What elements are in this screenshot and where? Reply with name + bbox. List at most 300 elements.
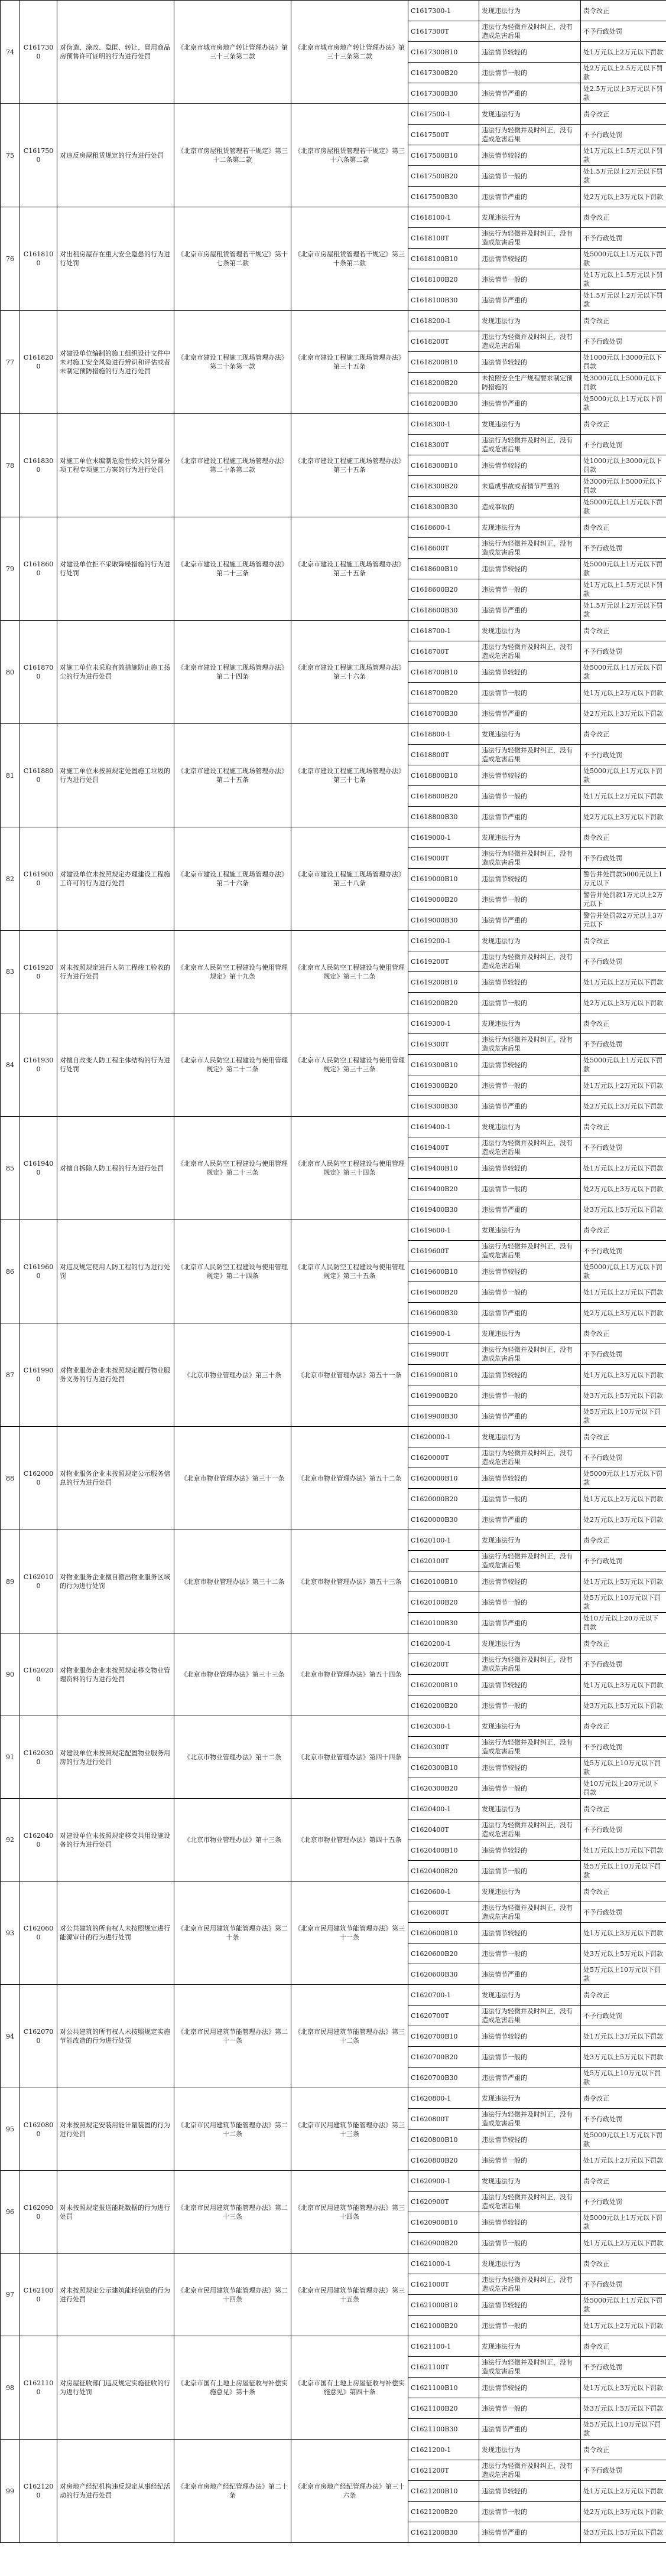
case-condition: 违法情节一般的 — [479, 2502, 581, 2522]
item-name: 对建设单位编制的施工组织设计文件中未对施工安全风险进行辨识和评估或者未制定预防措施的行为进行处罚 — [57, 311, 174, 414]
case-condition: 违法行为轻微并及时纠正，没有造成危害后果 — [479, 1034, 581, 1055]
legal-basis-1: 《北京市民用建筑节能管理办法》第二十条 — [174, 1882, 291, 1985]
case-condition: 违法情节一般的 — [479, 1489, 581, 1509]
case-condition: 发现违法行为 — [479, 1117, 581, 1137]
case-condition: 违法行为轻微并及时纠正，没有造成危害后果 — [479, 21, 581, 42]
case-condition: 发现违法行为 — [479, 1427, 581, 1447]
penalty: 不予行政处罚 — [581, 1241, 666, 1261]
table-row — [1, 1117, 666, 1137]
item-code: C1618800 — [20, 724, 57, 827]
table-row — [1, 2440, 666, 2460]
item-code: C1619200 — [20, 931, 57, 1013]
case-code: C1618200B30 — [408, 393, 479, 414]
penalty: 责令改正 — [581, 1716, 666, 1737]
case-code: C1620200-1 — [408, 1633, 479, 1654]
case-code: C1618300-1 — [408, 414, 479, 435]
legal-basis-2: 《北京市建设工程施工现场管理办法》第三十八条 — [291, 827, 408, 931]
table-row — [1, 1530, 666, 1551]
case-condition: 违法情节较轻的 — [479, 869, 581, 889]
penalty: 不予行政处罚 — [581, 2006, 666, 2026]
item-name: 对违反房屋租赁规定的行为进行处罚 — [57, 104, 174, 207]
penalty: 不予行政处罚 — [581, 21, 666, 42]
case-code: C1618200B20 — [408, 373, 479, 393]
item-name: 对出租房屋存在重大安全隐患的行为进行处罚 — [57, 207, 174, 311]
case-condition: 违法情节较轻的 — [479, 2212, 581, 2233]
case-condition: 违法情节较轻的 — [479, 2481, 581, 2502]
penalty: 处1万元以上2万元以下罚款 — [581, 1282, 666, 1303]
legal-basis-2: 《北京市物业管理办法》第五十四条 — [291, 1633, 408, 1716]
case-condition: 违法情节较轻的 — [479, 1468, 581, 1489]
table-row — [1, 2171, 666, 2192]
case-code: C1620400B20 — [408, 1861, 479, 1882]
case-condition: 发现违法行为 — [479, 1985, 581, 2006]
penalty: 不予行政处罚 — [581, 2357, 666, 2378]
case-code: C1620900B10 — [408, 2212, 479, 2233]
case-condition: 违法情节一般的 — [479, 993, 581, 1013]
case-condition: 发现违法行为 — [479, 2440, 581, 2460]
penalty: 处10万元以上20万元以下罚款 — [581, 1613, 666, 1633]
item-code: C1621000 — [20, 2254, 57, 2336]
legal-basis-2: 《北京市物业管理办法》第五十一条 — [291, 1323, 408, 1427]
case-code: C1618200T — [408, 331, 479, 352]
penalty: 处5万元以上10万元以下罚款 — [581, 1757, 666, 1778]
legal-basis-2: 《北京市建设工程施工现场管理办法》第三十五条 — [291, 517, 408, 621]
penalty: 处3万元以上5万元以下罚款 — [581, 2047, 666, 2068]
item-number: 92 — [1, 1799, 20, 1882]
case-condition: 违法情节较轻的 — [479, 1055, 581, 1075]
case-code: C1619300B30 — [408, 1096, 479, 1117]
case-code: C1619000T — [408, 848, 479, 869]
legal-basis-2: 《北京市物业管理办法》第四十五条 — [291, 1799, 408, 1882]
penalty: 处1000元以上3000元以下罚款 — [581, 352, 666, 373]
case-code: C1618800B10 — [408, 765, 479, 786]
case-condition: 违法情节严重的 — [479, 290, 581, 311]
penalty: 责令改正 — [581, 1799, 666, 1819]
penalty: 处1.5万元以上2万元以下罚款 — [581, 600, 666, 621]
penalty: 责令改正 — [581, 1013, 666, 1034]
case-code: C1620900B20 — [408, 2233, 479, 2254]
penalty: 责令改正 — [581, 414, 666, 435]
case-condition: 发现违法行为 — [479, 621, 581, 641]
case-code: C1619900B30 — [408, 1406, 479, 1427]
item-name: 对施工单位未采取有效措施防止施工扬尘的行为进行处罚 — [57, 621, 174, 724]
item-number: 93 — [1, 1882, 20, 1985]
penalty: 不予行政处罚 — [581, 2274, 666, 2295]
case-condition: 发现违法行为 — [479, 1633, 581, 1654]
case-condition: 发现违法行为 — [479, 827, 581, 848]
case-condition: 违法行为轻微并及时纠正，没有造成危害后果 — [479, 2109, 581, 2130]
penalty: 不予行政处罚 — [581, 848, 666, 869]
table-row — [1, 207, 666, 228]
case-code: C1620800T — [408, 2109, 479, 2130]
case-code: C1620600T — [408, 1902, 479, 1923]
case-condition: 违法情节一般的 — [479, 1385, 581, 1406]
penalty: 责令改正 — [581, 1323, 666, 1344]
penalty: 不予行政处罚 — [581, 951, 666, 972]
item-number: 90 — [1, 1633, 20, 1716]
item-name: 对物业服务企业未按照规定履行物业服务义务的行为进行处罚 — [57, 1323, 174, 1427]
table-row — [1, 931, 666, 951]
case-condition: 违法情节一般的 — [479, 63, 581, 83]
case-condition: 违法行为轻微并及时纠正，没有造成危害后果 — [479, 2006, 581, 2026]
case-code: C1618200-1 — [408, 311, 479, 331]
penalty: 处2万元以上3万元以下罚款 — [581, 1509, 666, 1530]
case-condition: 违法情节严重的 — [479, 1096, 581, 1117]
case-code: C1621100B20 — [408, 2398, 479, 2419]
legal-basis-1: 《北京市建设工程施工现场管理办法》第二十五条 — [174, 724, 291, 827]
case-condition: 发现违法行为 — [479, 724, 581, 745]
case-condition: 违法情节严重的 — [479, 1613, 581, 1633]
case-condition: 违法情节一般的 — [479, 2233, 581, 2254]
item-number: 75 — [1, 104, 20, 207]
legal-basis-1: 《北京市民用建筑节能管理办法》第二十三条 — [174, 2171, 291, 2254]
case-code: C1620300-1 — [408, 1716, 479, 1737]
legal-basis-1: 《北京市房屋租赁管理若干规定》第十七条第二款 — [174, 207, 291, 311]
case-code: C1621200B20 — [408, 2502, 479, 2522]
legal-basis-2: 《北京市民用建筑节能管理办法》第三十五条 — [291, 2254, 408, 2336]
case-code: C1618100B30 — [408, 290, 479, 311]
penalty-table-body — [1, 1, 666, 2543]
case-condition: 违法情节一般的 — [479, 1944, 581, 1964]
penalty: 处5000元以上1万元以下罚款 — [581, 765, 666, 786]
penalty: 处5000元以上1万元以下罚款 — [581, 662, 666, 683]
case-code: C1620000B10 — [408, 1468, 479, 1489]
legal-basis-2: 《北京市建设工程施工现场管理办法》第三十五条 — [291, 311, 408, 414]
penalty: 处2万元以上3万元以下罚款 — [581, 703, 666, 724]
penalty: 处1万元以上2万元以下罚款 — [581, 2233, 666, 2254]
case-condition: 违法行为轻微并及时纠正，没有造成危害后果 — [479, 1241, 581, 1261]
penalty: 责令改正 — [581, 1633, 666, 1654]
table-row — [1, 414, 666, 435]
item-code: C1620800 — [20, 2088, 57, 2171]
case-code: C1620800B10 — [408, 2130, 479, 2150]
item-name: 对房屋征收部门违反规定实施征收的行为进行处罚 — [57, 2336, 174, 2440]
case-code: C1620400T — [408, 1819, 479, 1840]
case-condition: 发现违法行为 — [479, 1530, 581, 1551]
case-code: C1620100-1 — [408, 1530, 479, 1551]
case-condition: 发现违法行为 — [479, 1013, 581, 1034]
case-condition: 违法情节一般的 — [479, 1282, 581, 1303]
case-code: C1621200T — [408, 2460, 479, 2481]
case-code: C1621200-1 — [408, 2440, 479, 2460]
item-code: C1620600 — [20, 1882, 57, 1985]
case-code: C1619300B10 — [408, 1055, 479, 1075]
legal-basis-1: 《北京市物业管理办法》第十二条 — [174, 1716, 291, 1799]
table-row — [1, 1427, 666, 1447]
case-code: C1617300B20 — [408, 63, 479, 83]
case-condition: 发现违法行为 — [479, 207, 581, 228]
penalty: 不予行政处罚 — [581, 1551, 666, 1571]
legal-basis-2: 《北京市物业管理办法》第五十三条 — [291, 1530, 408, 1633]
case-code: C1621100T — [408, 2357, 479, 2378]
penalty: 不予行政处罚 — [581, 1344, 666, 1365]
penalty: 警告并处罚款1万元以上2万元以下 — [581, 889, 666, 910]
penalty: 责令改正 — [581, 1882, 666, 1902]
penalty: 不予行政处罚 — [581, 1902, 666, 1923]
item-code: C1620000 — [20, 1427, 57, 1530]
legal-basis-1: 《北京市建设工程施工现场管理办法》第二十条第二款 — [174, 414, 291, 517]
penalty: 责令改正 — [581, 1427, 666, 1447]
penalty: 处5万元以上10万元以下罚款 — [581, 2068, 666, 2088]
legal-basis-2: 《北京市国有土地上房屋征收与补偿实施意见》第四十条 — [291, 2336, 408, 2440]
item-name: 对违反规定使用人防工程的行为进行处罚 — [57, 1220, 174, 1323]
penalty: 处3万元以上5万元以下罚款 — [581, 1199, 666, 1220]
penalty: 责令改正 — [581, 2088, 666, 2109]
item-code: C1620300 — [20, 1716, 57, 1799]
case-code: C1617300-1 — [408, 1, 479, 21]
case-code: C1620600B20 — [408, 1944, 479, 1964]
item-number: 91 — [1, 1716, 20, 1799]
item-code: C1618200 — [20, 311, 57, 414]
case-code: C1619600T — [408, 1241, 479, 1261]
penalty: 处1万元以上2万元以下罚款 — [581, 2316, 666, 2336]
table-row — [1, 1716, 666, 1737]
penalty: 处5000元以上1万元以下罚款 — [581, 393, 666, 414]
case-condition: 违法情节一般的 — [479, 2398, 581, 2419]
penalty: 处1.5万元以上2万元以下罚款 — [581, 290, 666, 311]
case-code: C1617300T — [408, 21, 479, 42]
case-condition: 发现违法行为 — [479, 414, 581, 435]
case-code: C1618300B10 — [408, 455, 479, 476]
case-code: C1620200B10 — [408, 1675, 479, 1695]
item-name: 对建设单位未按照规定配置物业服务用房的行为进行处罚 — [57, 1716, 174, 1799]
table-row — [1, 1985, 666, 2006]
case-condition: 违法行为轻微并及时纠正，没有造成危害后果 — [479, 1654, 581, 1675]
case-condition: 违法情节严重的 — [479, 807, 581, 827]
case-condition: 发现违法行为 — [479, 1323, 581, 1344]
case-code: C1620100B20 — [408, 1592, 479, 1613]
case-code: C1620000T — [408, 1447, 479, 1468]
legal-basis-1: 《北京市人民防空工程建设与使用管理规定》第二十四条 — [174, 1220, 291, 1323]
case-condition: 发现违法行为 — [479, 931, 581, 951]
penalty: 处2万元以上3万元以下罚款 — [581, 1303, 666, 1323]
case-condition: 违法行为轻微并及时纠正，没有造成危害后果 — [479, 331, 581, 352]
item-number: 86 — [1, 1220, 20, 1323]
penalty: 不予行政处罚 — [581, 2192, 666, 2212]
legal-basis-1: 《北京市房地产经纪管理办法》第二十条 — [174, 2440, 291, 2543]
case-condition: 违法情节一般的 — [479, 579, 581, 600]
case-condition: 未按照安全生产规程要求制定预防措施的 — [479, 373, 581, 393]
table-row — [1, 1882, 666, 1902]
case-condition: 违法情节较轻的 — [479, 145, 581, 166]
penalty: 处5万元以上10万元以下罚款 — [581, 1592, 666, 1613]
case-condition: 违法情节严重的 — [479, 2068, 581, 2088]
case-code: C1620800-1 — [408, 2088, 479, 2109]
case-condition: 违法情节严重的 — [479, 187, 581, 207]
case-condition: 违法情节较轻的 — [479, 352, 581, 373]
item-number: 97 — [1, 2254, 20, 2336]
case-code: C1618700B30 — [408, 703, 479, 724]
item-code: C1621100 — [20, 2336, 57, 2440]
case-code: C1619900B10 — [408, 1365, 479, 1385]
penalty: 处1万元以上2万元以下罚款 — [581, 1158, 666, 1179]
case-condition: 违法情节较轻的 — [479, 2295, 581, 2316]
case-condition: 发现违法行为 — [479, 2088, 581, 2109]
case-code: C1620200B20 — [408, 1695, 479, 1716]
item-number: 96 — [1, 2171, 20, 2254]
penalty: 责令改正 — [581, 931, 666, 951]
table-row — [1, 1323, 666, 1344]
legal-basis-2: 《北京市人民防空工程建设与使用管理规定》第三十三条 — [291, 1013, 408, 1117]
penalty: 不予行政处罚 — [581, 435, 666, 455]
case-condition: 违法情节一般的 — [479, 269, 581, 290]
table-row — [1, 1799, 666, 1819]
case-code: C1619000B20 — [408, 889, 479, 910]
case-code: C1619600B20 — [408, 1282, 479, 1303]
table-row — [1, 1, 666, 21]
case-code: C1619000-1 — [408, 827, 479, 848]
case-condition: 违法情节较轻的 — [479, 765, 581, 786]
case-condition: 违法行为轻微并及时纠正，没有造成危害后果 — [479, 1447, 581, 1468]
legal-basis-1: 《北京市民用建筑节能管理办法》第二十四条 — [174, 2254, 291, 2336]
penalty: 处1万元以上2万元以下罚款 — [581, 1075, 666, 1096]
legal-basis-2: 《北京市城市房地产转让管理办法》第三十三条第二款 — [291, 1, 408, 104]
item-name: 对房地产经纪机构违反规定从事经纪活动的行为进行处罚 — [57, 2440, 174, 2543]
case-code: C1617500T — [408, 125, 479, 145]
case-code: C1620000B30 — [408, 1509, 479, 1530]
case-condition: 违法情节严重的 — [479, 2419, 581, 2440]
case-code: C1618200B10 — [408, 352, 479, 373]
penalty: 责令改正 — [581, 827, 666, 848]
penalty: 责令改正 — [581, 311, 666, 331]
case-condition: 违法情节较轻的 — [479, 2026, 581, 2047]
case-code: C1618100-1 — [408, 207, 479, 228]
item-name: 对物业服务企业未按照规定公示服务信息的行为进行处罚 — [57, 1427, 174, 1530]
item-name: 对建设单位拒不采取降噪措施的行为进行处罚 — [57, 517, 174, 621]
penalty: 处1万元以上3万元以下罚款 — [581, 1675, 666, 1695]
legal-basis-2: 《北京市人民防空工程建设与使用管理规定》第三十五条 — [291, 1220, 408, 1323]
penalty: 警告并处罚款5000元以上1万元以下 — [581, 869, 666, 889]
table-row — [1, 104, 666, 125]
case-condition: 发现违法行为 — [479, 1, 581, 21]
penalty: 处5万元以上10万元以下罚款 — [581, 2419, 666, 2440]
case-code: C1618100B20 — [408, 269, 479, 290]
case-code: C1619000B10 — [408, 869, 479, 889]
penalty: 处5万元以上10万元以下罚款 — [581, 1406, 666, 1427]
legal-basis-2: 《北京市房屋租赁管理若干规定》第三十条第二款 — [291, 207, 408, 311]
penalty: 处5000元以上1万元以下罚款 — [581, 2212, 666, 2233]
penalty: 处1万元以上2万元以下罚款 — [581, 972, 666, 993]
item-number: 94 — [1, 1985, 20, 2088]
case-code: C1619600B30 — [408, 1303, 479, 1323]
case-code: C1617300B10 — [408, 42, 479, 63]
case-code: C1618700-1 — [408, 621, 479, 641]
penalty: 不予行政处罚 — [581, 1137, 666, 1158]
case-condition: 违法情节较轻的 — [479, 1675, 581, 1695]
case-code: C1620200T — [408, 1654, 479, 1675]
penalty: 处5000元以上1万元以下罚款 — [581, 497, 666, 517]
legal-basis-1: 《北京市物业管理办法》第三十三条 — [174, 1633, 291, 1716]
case-code: C1620300B10 — [408, 1757, 479, 1778]
case-condition: 违法情节一般的 — [479, 166, 581, 187]
case-condition: 违法情节严重的 — [479, 1406, 581, 1427]
case-code: C1617500B30 — [408, 187, 479, 207]
legal-basis-1: 《北京市国有土地上房屋征收与补偿实施意见》第十条 — [174, 2336, 291, 2440]
penalty: 处1000元以上3000元以下罚款 — [581, 455, 666, 476]
case-condition: 违法情节较轻的 — [479, 1923, 581, 1944]
case-condition: 违法情节一般的 — [479, 889, 581, 910]
penalty: 处1万元以上3万元以下罚款 — [581, 2026, 666, 2047]
penalty: 处2万元以上3万元以下罚款 — [581, 2502, 666, 2522]
penalty: 处2万元以上3万元以下罚款 — [581, 993, 666, 1013]
item-number: 85 — [1, 1117, 20, 1220]
case-code: C1617500B10 — [408, 145, 479, 166]
case-code: C1620600B30 — [408, 1964, 479, 1985]
case-condition: 违法情节较轻的 — [479, 1365, 581, 1385]
case-condition: 违法情节严重的 — [479, 1199, 581, 1220]
item-name: 对物业服务企业擅自撤出物业服务区域的行为进行处罚 — [57, 1530, 174, 1633]
penalty: 处1万元以上2万元以下罚款 — [581, 42, 666, 63]
item-name: 对施工单位未按照规定处置施工垃圾的行为进行处罚 — [57, 724, 174, 827]
case-condition: 违法情节较轻的 — [479, 1261, 581, 1282]
penalty: 处3万元以上5万元以下罚款 — [581, 1385, 666, 1406]
case-condition: 造成事故的 — [479, 497, 581, 517]
penalty: 不予行政处罚 — [581, 2109, 666, 2130]
case-condition: 违法情节严重的 — [479, 1303, 581, 1323]
case-code: C1620600B10 — [408, 1923, 479, 1944]
penalty: 处10万元以上20万元以下罚款 — [581, 1778, 666, 1799]
case-code: C1620900T — [408, 2192, 479, 2212]
case-code: C1619400-1 — [408, 1117, 479, 1137]
item-name: 对未按照规定进行人防工程竣工验收的行为进行处罚 — [57, 931, 174, 1013]
penalty: 处1.5万元以上2万元以下罚款 — [581, 166, 666, 187]
item-name: 对建设单位未按照规定办理建设工程施工许可的行为进行处罚 — [57, 827, 174, 931]
case-code: C1620900-1 — [408, 2171, 479, 2192]
case-condition: 违法行为轻微并及时纠正，没有造成危害后果 — [479, 1137, 581, 1158]
case-code: C1620700T — [408, 2006, 479, 2026]
item-name: 对未按照规定公示建筑能耗信息的行为进行处罚 — [57, 2254, 174, 2336]
item-number: 78 — [1, 414, 20, 517]
penalty: 处5000元以上1万元以下罚款 — [581, 1261, 666, 1282]
penalty: 责令改正 — [581, 104, 666, 125]
case-condition: 未造成事故或者情节严重的 — [479, 476, 581, 497]
case-code: C1620600-1 — [408, 1882, 479, 1902]
legal-basis-1: 《北京市物业管理办法》第三十一条 — [174, 1427, 291, 1530]
penalty: 处5万元以上10万元以下罚款 — [581, 1964, 666, 1985]
case-code: C1618300B20 — [408, 476, 479, 497]
penalty: 处1万元以上2万元以下罚款 — [581, 2150, 666, 2171]
penalty: 责令改正 — [581, 1530, 666, 1551]
item-number: 84 — [1, 1013, 20, 1117]
item-number: 89 — [1, 1530, 20, 1633]
case-code: C1619400B30 — [408, 1199, 479, 1220]
case-code: C1620300T — [408, 1737, 479, 1757]
item-name: 对施工单位未编制危险性较大的分部分项工程专项施工方案的行为进行处罚 — [57, 414, 174, 517]
penalty: 处5000元以上1万元以下罚款 — [581, 2295, 666, 2316]
case-code: C1618800B30 — [408, 807, 479, 827]
penalty: 处1万元以上1.5万元以下罚款 — [581, 579, 666, 600]
legal-basis-2: 《北京市民用建筑节能管理办法》第三十四条 — [291, 2171, 408, 2254]
case-condition: 发现违法行为 — [479, 1716, 581, 1737]
case-code: C1619400B10 — [408, 1158, 479, 1179]
case-condition: 违法情节严重的 — [479, 703, 581, 724]
item-number: 87 — [1, 1323, 20, 1427]
case-condition: 违法情节较轻的 — [479, 1571, 581, 1592]
legal-basis-1: 《北京市人民防空工程建设与使用管理规定》第十九条 — [174, 931, 291, 1013]
penalty: 警告并处罚款2万元以上3万元以下 — [581, 910, 666, 931]
case-code: C1620800B20 — [408, 2150, 479, 2171]
case-code: C1620000-1 — [408, 1427, 479, 1447]
item-name: 对公共建筑的所有权人未按照规定进行能源审计的行为进行处罚 — [57, 1882, 174, 1985]
case-condition: 发现违法行为 — [479, 1220, 581, 1241]
item-code: C1619000 — [20, 827, 57, 931]
case-condition: 违法行为轻微并及时纠正，没有造成危害后果 — [479, 2357, 581, 2378]
case-condition: 违法情节一般的 — [479, 1592, 581, 1613]
item-name: 对未按照规定安装用能计量装置的行为进行处罚 — [57, 2088, 174, 2171]
case-condition: 发现违法行为 — [479, 104, 581, 125]
penalty: 处3万元以上5万元以下罚款 — [581, 1944, 666, 1964]
penalty: 处1万元以上3万元以下罚款 — [581, 2378, 666, 2398]
